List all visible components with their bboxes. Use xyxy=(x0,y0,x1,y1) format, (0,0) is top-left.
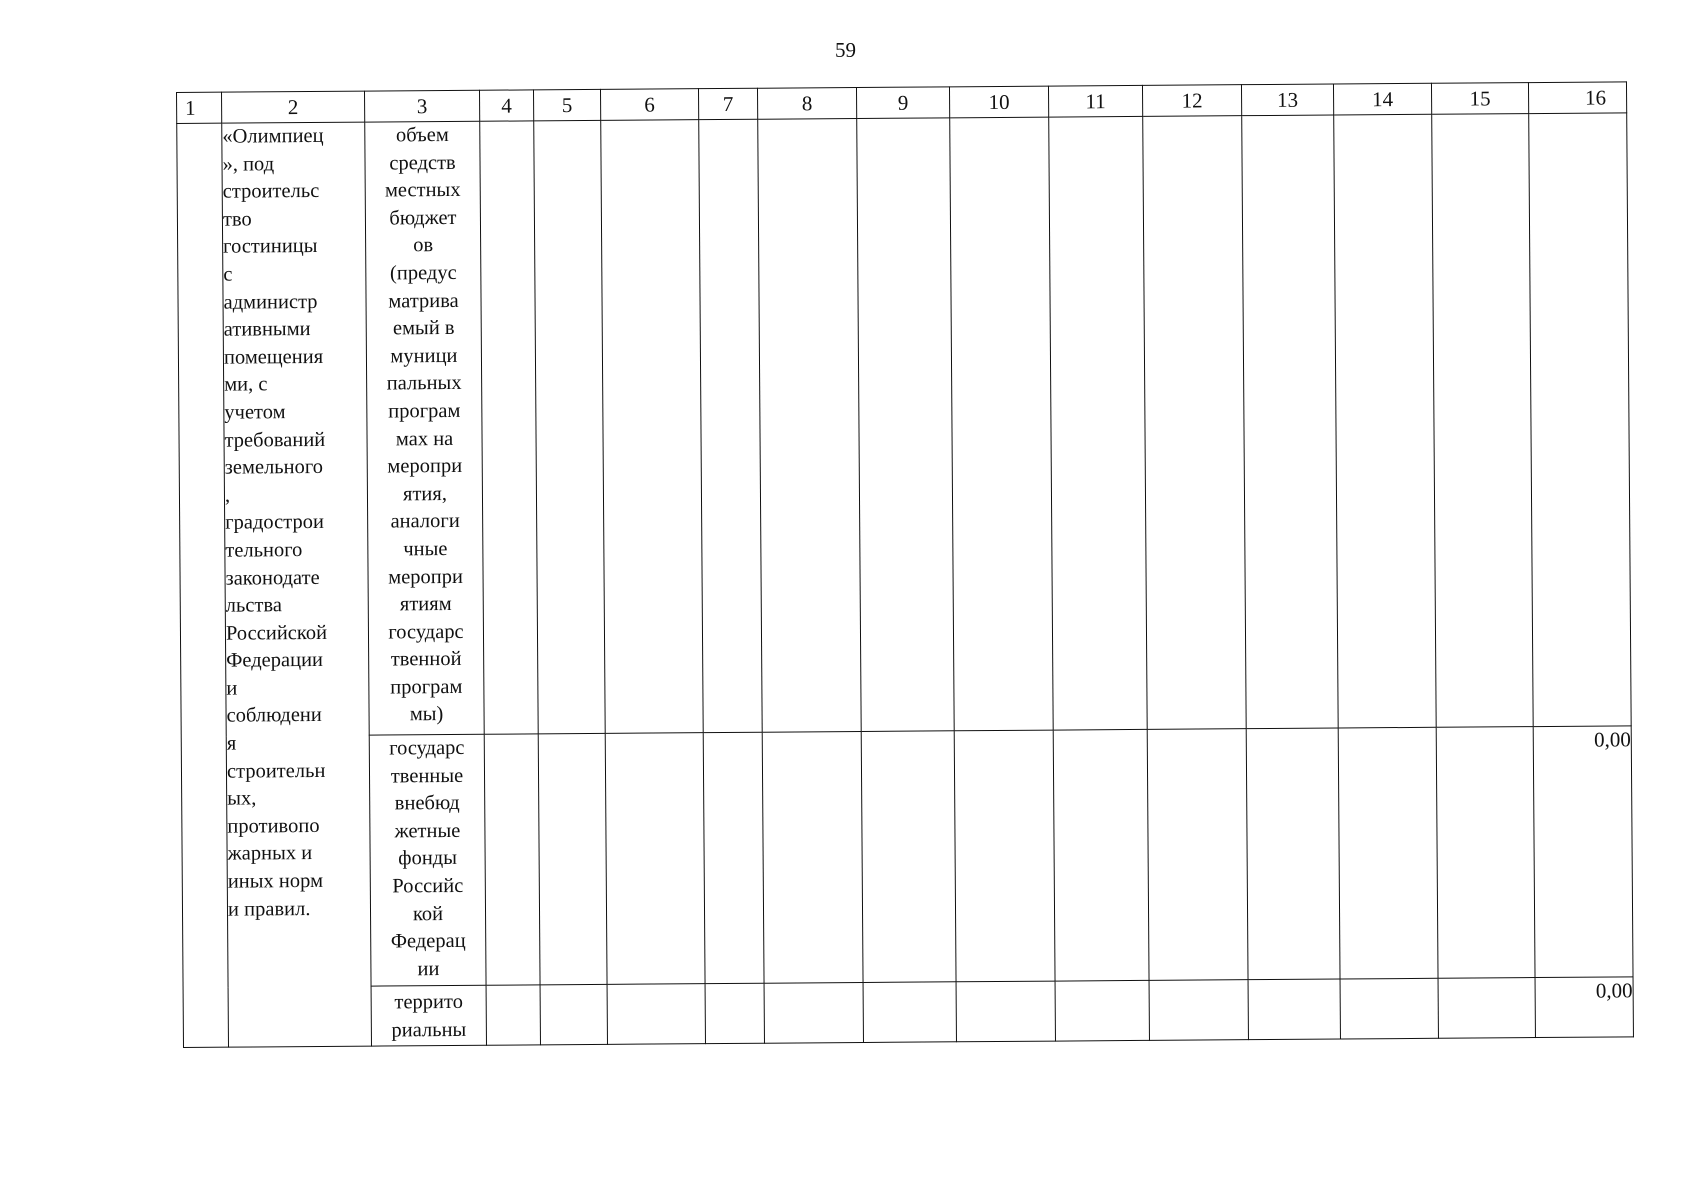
source-line: твенной xyxy=(390,648,462,671)
data-cell xyxy=(863,982,956,1043)
description-line: Федерации xyxy=(226,649,324,672)
data-cell xyxy=(1432,114,1533,728)
data-cell xyxy=(1149,980,1248,1041)
column-header: 8 xyxy=(757,88,856,120)
source-line: кой xyxy=(412,902,444,925)
data-cell xyxy=(1334,114,1436,728)
description-line: иных норм xyxy=(227,869,324,893)
source-line: внебюд xyxy=(394,792,460,815)
source-line: муници xyxy=(390,344,458,368)
source-line: емый в xyxy=(392,317,455,340)
data-cell xyxy=(1436,727,1535,979)
data-cell xyxy=(601,120,703,734)
source-line: Российс xyxy=(392,874,464,898)
description-line: и xyxy=(226,677,238,700)
source-line: ии xyxy=(417,957,440,981)
source-line: фонды xyxy=(398,847,458,870)
source-line: мы) xyxy=(409,703,444,726)
table-row-local-budgets xyxy=(177,113,1631,737)
data-cell xyxy=(764,982,863,1043)
source-line: жетные xyxy=(394,819,461,843)
column-header: 3 xyxy=(364,90,479,122)
data-cell xyxy=(956,981,1055,1042)
data-cell xyxy=(758,119,861,733)
data-cell xyxy=(484,734,540,985)
description-line: тельного xyxy=(225,538,303,562)
description-line: ых, xyxy=(227,787,257,810)
source-line: террито xyxy=(394,990,463,1014)
column-header: 14 xyxy=(1333,83,1431,115)
source-line: меропри xyxy=(388,565,464,588)
column-header: 4 xyxy=(479,90,533,121)
column-header: 7 xyxy=(698,88,757,119)
source-line: мах на xyxy=(395,427,454,450)
data-cell xyxy=(950,117,1053,731)
data-cell xyxy=(1438,978,1535,1039)
funding-source-cell xyxy=(369,734,486,986)
source-line: матрива xyxy=(388,289,459,313)
source-line: ятиям xyxy=(399,593,452,616)
data-cell xyxy=(1248,979,1340,1040)
data-cell xyxy=(1143,116,1246,730)
description-line: я xyxy=(226,732,237,755)
data-cell xyxy=(699,119,762,732)
description-line: строительс xyxy=(222,180,320,203)
column-header: 9 xyxy=(856,87,949,119)
funding-source-cell xyxy=(365,121,484,735)
data-cell xyxy=(607,984,705,1045)
column-header: 1 xyxy=(177,92,222,123)
source-line: (предус xyxy=(389,261,457,285)
funding-table xyxy=(176,81,1634,1048)
data-cell xyxy=(1147,729,1248,981)
data-cell xyxy=(534,120,605,733)
source-line: Федерац xyxy=(390,930,466,953)
description-line: законодате xyxy=(225,566,320,590)
description-line: Российской xyxy=(225,621,328,645)
data-cell xyxy=(538,733,607,984)
source-line: ов xyxy=(413,234,434,257)
description-line: с xyxy=(223,263,233,286)
source-line: государс xyxy=(388,620,464,644)
source-line: програм xyxy=(390,675,463,699)
total-value-cell: 0,00 xyxy=(1533,726,1633,978)
column-header: 11 xyxy=(1048,85,1142,117)
data-cell xyxy=(605,733,705,985)
description-line: гостиницы xyxy=(223,235,318,259)
description-line: и правил. xyxy=(227,897,311,921)
description-line: противопо xyxy=(227,814,320,838)
source-line: бюджет xyxy=(389,206,457,230)
data-cell xyxy=(861,731,956,983)
data-cell xyxy=(762,731,863,983)
column-header: 13 xyxy=(1241,84,1333,116)
total-value-cell: 0,00 xyxy=(1535,977,1633,1038)
source-line: объем xyxy=(395,124,449,147)
source-line: меропри xyxy=(387,455,463,478)
row-number-cell xyxy=(177,123,229,1047)
source-line: государс xyxy=(389,736,465,760)
column-header: 2 xyxy=(222,91,365,123)
data-cell xyxy=(540,984,607,1044)
data-cell xyxy=(1055,980,1149,1041)
column-header: 6 xyxy=(600,89,698,121)
data-cell xyxy=(486,985,540,1045)
data-cell xyxy=(954,730,1055,982)
description-line: помещения xyxy=(223,345,324,369)
data-cell xyxy=(1340,978,1438,1039)
funding-source-cell xyxy=(371,985,486,1046)
source-line: пальных xyxy=(386,372,462,395)
source-line: средств xyxy=(389,151,456,175)
description-line: тво xyxy=(222,208,252,231)
column-header: 10 xyxy=(949,86,1048,118)
column-header: 16 xyxy=(1528,82,1626,114)
description-line: администр xyxy=(223,290,318,314)
source-line: аналоги xyxy=(390,510,460,533)
source-line: твенные xyxy=(390,764,464,788)
description-line: градострои xyxy=(225,511,324,534)
description-line: соблюдени xyxy=(226,704,322,728)
table-row-extrabudgetary-funds xyxy=(181,726,1633,988)
description-line: земельного xyxy=(224,456,324,479)
column-header: 15 xyxy=(1431,83,1528,115)
data-cell xyxy=(857,118,954,732)
description-line: ативными xyxy=(223,318,311,341)
event-description-cell xyxy=(222,122,372,1047)
source-line: ятия, xyxy=(402,482,447,506)
data-cell xyxy=(1242,115,1338,729)
description-line: », под xyxy=(222,152,275,176)
description-line: строительн xyxy=(226,759,326,783)
source-line: чные xyxy=(403,537,448,561)
data-cell xyxy=(705,983,764,1043)
description-line: жарных и xyxy=(227,842,313,866)
data-cell xyxy=(1049,116,1147,730)
page-number: 59 xyxy=(835,38,856,62)
table-row-territorial-funds xyxy=(183,977,1633,1048)
description-line: требований xyxy=(224,428,326,452)
total-value-cell xyxy=(1529,113,1631,727)
column-header: 5 xyxy=(533,89,600,120)
source-line: риальны xyxy=(391,1018,467,1042)
description-line: «Олимпиец xyxy=(222,124,324,148)
source-line: местных xyxy=(384,179,461,202)
description-line: ми, с xyxy=(224,373,268,396)
data-cell xyxy=(480,121,538,734)
description-line: льства xyxy=(225,594,283,617)
source-line: програм xyxy=(388,399,461,423)
column-header: 12 xyxy=(1142,85,1241,117)
data-cell xyxy=(1338,727,1438,979)
table-container xyxy=(176,81,1633,1048)
data-cell xyxy=(1053,729,1149,981)
description-line: , xyxy=(224,484,231,507)
description-line: учетом xyxy=(224,401,286,424)
data-cell xyxy=(703,732,764,983)
data-cell xyxy=(1246,728,1340,980)
